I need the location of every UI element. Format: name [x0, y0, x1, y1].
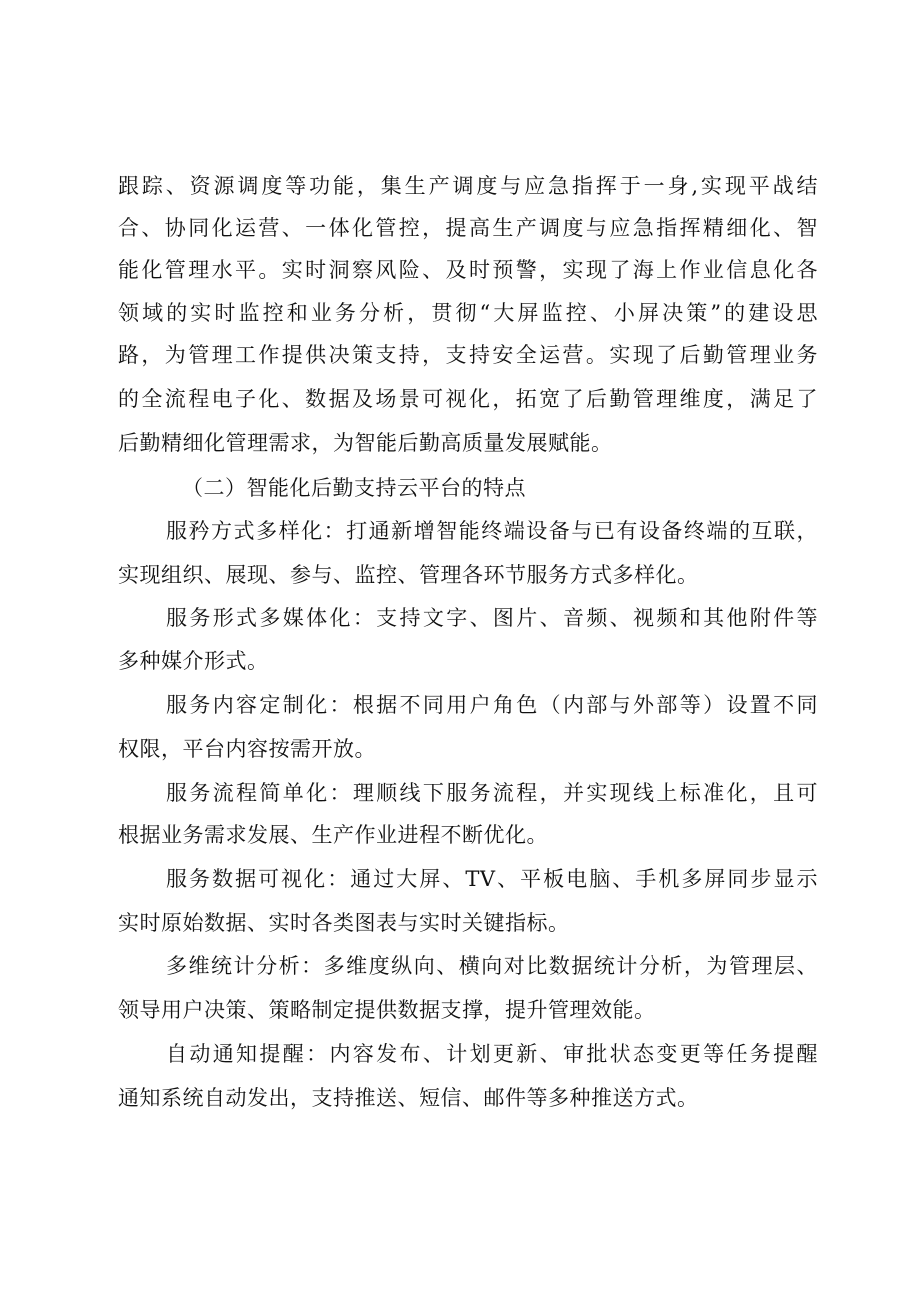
feature-6-line-1: 多维统计分析：多维度纵向、横向对比数据统计分析，为管理层、	[166, 954, 818, 978]
feature-4-line-1: 服务流程简单化：理顺线下服务流程，并实现线上标准化，且可	[166, 781, 818, 805]
intro-line-1: 跟踪、资源调度等功能，集生产调度与应急指挥于一身,实现平战结	[118, 174, 818, 198]
intro-line-2: 合、协同化运营、一体化管控，提高生产调度与应急指挥精细化、智	[118, 216, 818, 240]
feature-4-line-2: 根据业务需求发展、生产作业进程不断优化。	[118, 823, 548, 847]
feature-7-line-2: 通知系统自动发出，支持推送、短信、邮件等多种推送方式。	[118, 1086, 699, 1110]
intro-line-4: 领域的实时监控和业务分析，贯彻“大屏监控、小屏决策”的建设思	[118, 301, 818, 325]
intro-line-3: 能化管理水平。实时洞察风险、及时预警，实现了海上作业信息化各	[118, 258, 818, 282]
feature-1-line-1: 服矜方式多样化：打通新增智能终端设备与已有设备终端的互联，	[166, 519, 818, 543]
feature-2-line-1: 服务形式多媒体化：支持文字、图片、音频、视频和其他附件等	[166, 606, 818, 630]
intro-line-7: 后勤精细化管理需求，为智能后勤高质量发展赋能。	[118, 431, 613, 455]
feature-3-line-2: 权限，平台内容按需开放。	[118, 737, 376, 761]
intro-line-6: 的全流程电子化、数据及场景可视化，拓宽了后勤管理维度，满足了	[118, 387, 818, 411]
feature-3-line-1: 服务内容定制化：根据不同用户角色（内部与外部等）设置不同	[166, 693, 818, 717]
feature-5-line-2: 实时原始数据、实时各类图表与实时关键指标。	[118, 911, 570, 935]
feature-1-line-2: 实现组织、展现、参与、监控、管理各环节服务方式多样化。	[118, 563, 699, 587]
feature-5-line-1: 服务数据可视化：通过大屏、TV、平板电脑、手机多屏同步显示	[166, 867, 818, 891]
feature-6-line-2: 领导用户决策、策略制定提供数据支撑，提升管理效能。	[118, 998, 656, 1022]
intro-line-5: 路，为管理工作提供决策支持，支持安全运营。实现了后勤管理业务	[118, 343, 818, 367]
feature-2-line-2: 多种媒介形式。	[118, 649, 269, 673]
section-heading: （二）智能化后勤支持云平台的特点	[182, 476, 526, 500]
feature-7-line-1: 自动通知提醒：内容发布、计划更新、审批状态变更等任务提醒	[166, 1042, 818, 1066]
